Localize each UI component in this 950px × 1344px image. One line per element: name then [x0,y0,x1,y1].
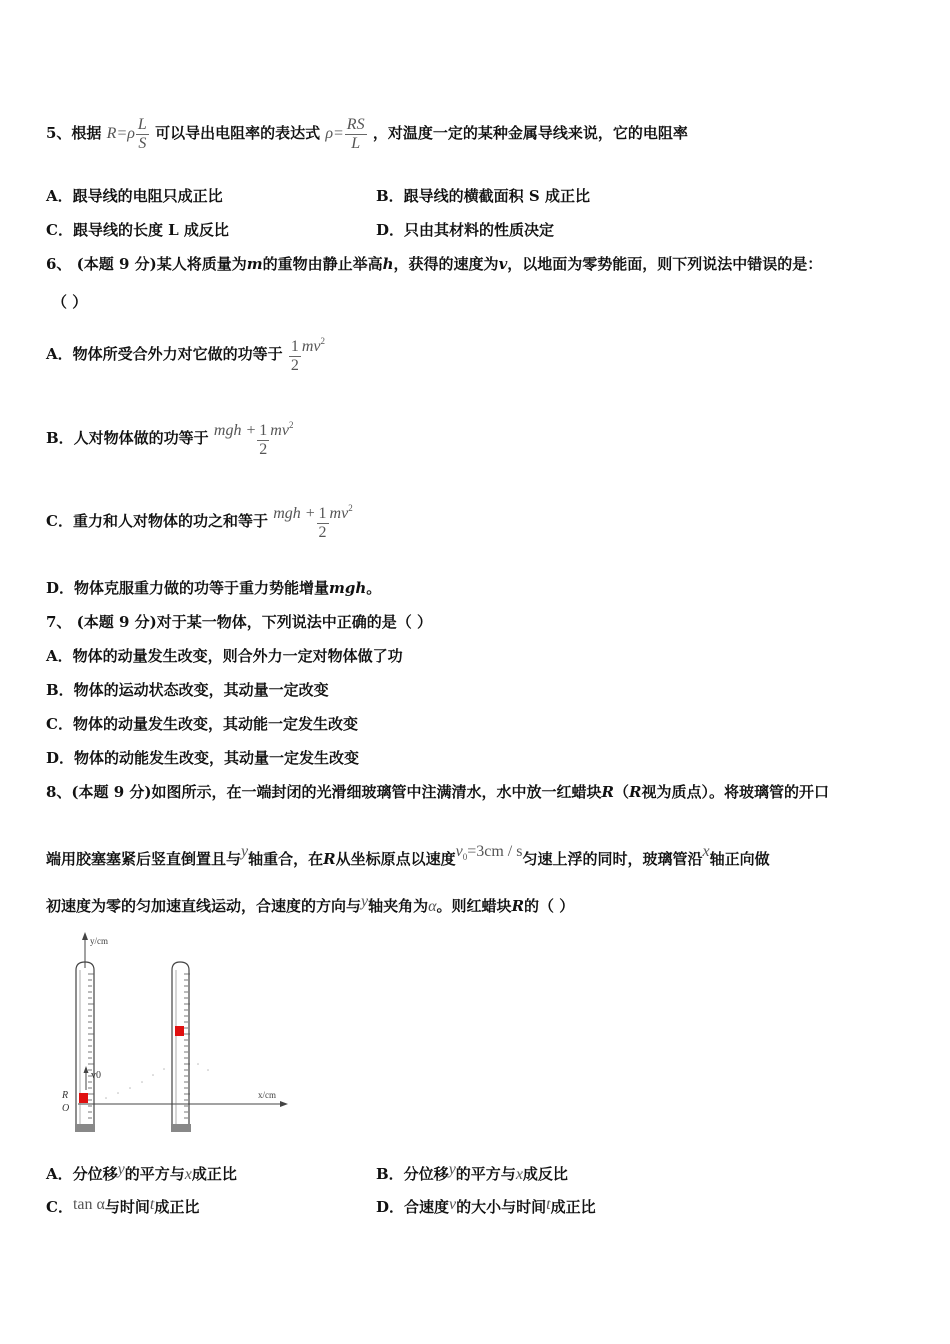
q7-option-b[interactable]: B．物体的运动状态改变，其动量一定改变 [46,681,329,699]
q8-stem-line3: 初速度为零的匀加速直线运动，合速度的方向与y轴夹角为α。则红蜡块R的（ ） [46,893,575,915]
y-axis-arrow-icon [82,932,88,940]
formula-resistivity: ρ= $\frac{RS}{L}$ [325,116,365,152]
q5-option-d[interactable]: D．只由其材料的性质决定 [376,221,555,239]
q6-stem: 6、 (本题 9 分)某人将质量为m的重物由静止举高h，获得的速度为v，以地面为零势能面，则下列说法中错误的是： [46,255,823,273]
formula-mgh-plus: mgh + [213,422,257,439]
q5-option-b[interactable]: B．跟导线的横截面积 S 成正比 [376,187,590,205]
q8-option-b[interactable]: B．分位移y的平方与x成反比 [376,1161,568,1183]
x-axis-label: x/cm [258,1090,276,1100]
wax-block-initial [79,1093,88,1103]
q7-option-c[interactable]: C．物体的动量发生改变，其动能一定发生改变 [46,715,358,733]
q7-option-d[interactable]: D．物体的动能发生改变，其动量一定发生改变 [46,749,360,767]
origin-label: O [62,1103,70,1114]
stopper-right [171,1124,191,1132]
r-label: R [62,1090,69,1101]
q6-bracket: （ ） [52,293,88,311]
y-axis-label: y/cm [90,936,108,946]
trajectory-dots [105,1063,209,1099]
q5-option-c[interactable]: C．跟导线的长度 L 成反比 [46,221,229,239]
q6-option-b[interactable]: B．人对物体做的功等于 mgh + $\frac{1}{2}$ $mv^2$ [46,420,294,458]
q6-option-d[interactable]: D．物体克服重力做的功等于重力势能增量mgh。 [46,579,382,597]
formula-half-mv2: $\frac{1}{2}$ [290,338,299,374]
q5-stem: 5、根据 R=ρ $\frac{L}{S}$ 可以导出电阻率的表达式 ρ= $\frac{RS}{L}$ ，对温度一定的某种金属导线来说，它的电阻率 [46,116,688,152]
q8-option-d[interactable]: D．合速度v的大小与时间t成正比 [376,1196,596,1216]
q8-stem-line2: 端用胶塞塞紧后竖直倒置且与y轴重合，在R从坐标原点以速度$v_0=3cm / s$匀速上浮的同时，玻璃管沿x轴正向做 [46,843,770,868]
q8-option-c[interactable]: C．tan α与时间t成正比 [46,1196,200,1216]
v0-arrow-icon [84,1066,89,1073]
x-axis-arrow-icon [280,1101,288,1107]
q6-option-c[interactable]: C．重力和人对物体的功之和等于 mgh + $\frac{1}{2}$ $mv^2$ [46,503,353,541]
q8-option-a[interactable]: A．分位移y的平方与x成正比 [46,1161,237,1183]
glass-tube-figure [58,928,298,1136]
v0-label: v0 [91,1070,101,1081]
q7-stem: 7、 (本题 9 分)对于某一物体，下列说法中正确的是（ ） [46,613,432,631]
q5-option-a[interactable]: A．跟导线的电阻只成正比 [46,187,223,205]
stopper-left [75,1124,95,1132]
wax-block-moved [175,1026,184,1036]
tube-right [171,962,191,1132]
formula-mgh-plus: mgh + [273,505,316,522]
q7-option-a[interactable]: A．物体的动量发生改变，则合外力一定对物体做了功 [46,647,403,665]
tube-left [75,962,95,1132]
q6-option-a[interactable]: A．物体所受合外力对它做的功等于 $\frac{1}{2}$ $mv^2$ [46,336,326,374]
q8-stem-line1: 8、(本题 9 分)如图所示，在一端封闭的光滑细玻璃管中注满清水，水中放一红蜡块R（R视为质点）。将玻璃管的开口 [46,783,829,801]
formula-resistance: R=ρ $\frac{L}{S}$ [106,116,147,152]
